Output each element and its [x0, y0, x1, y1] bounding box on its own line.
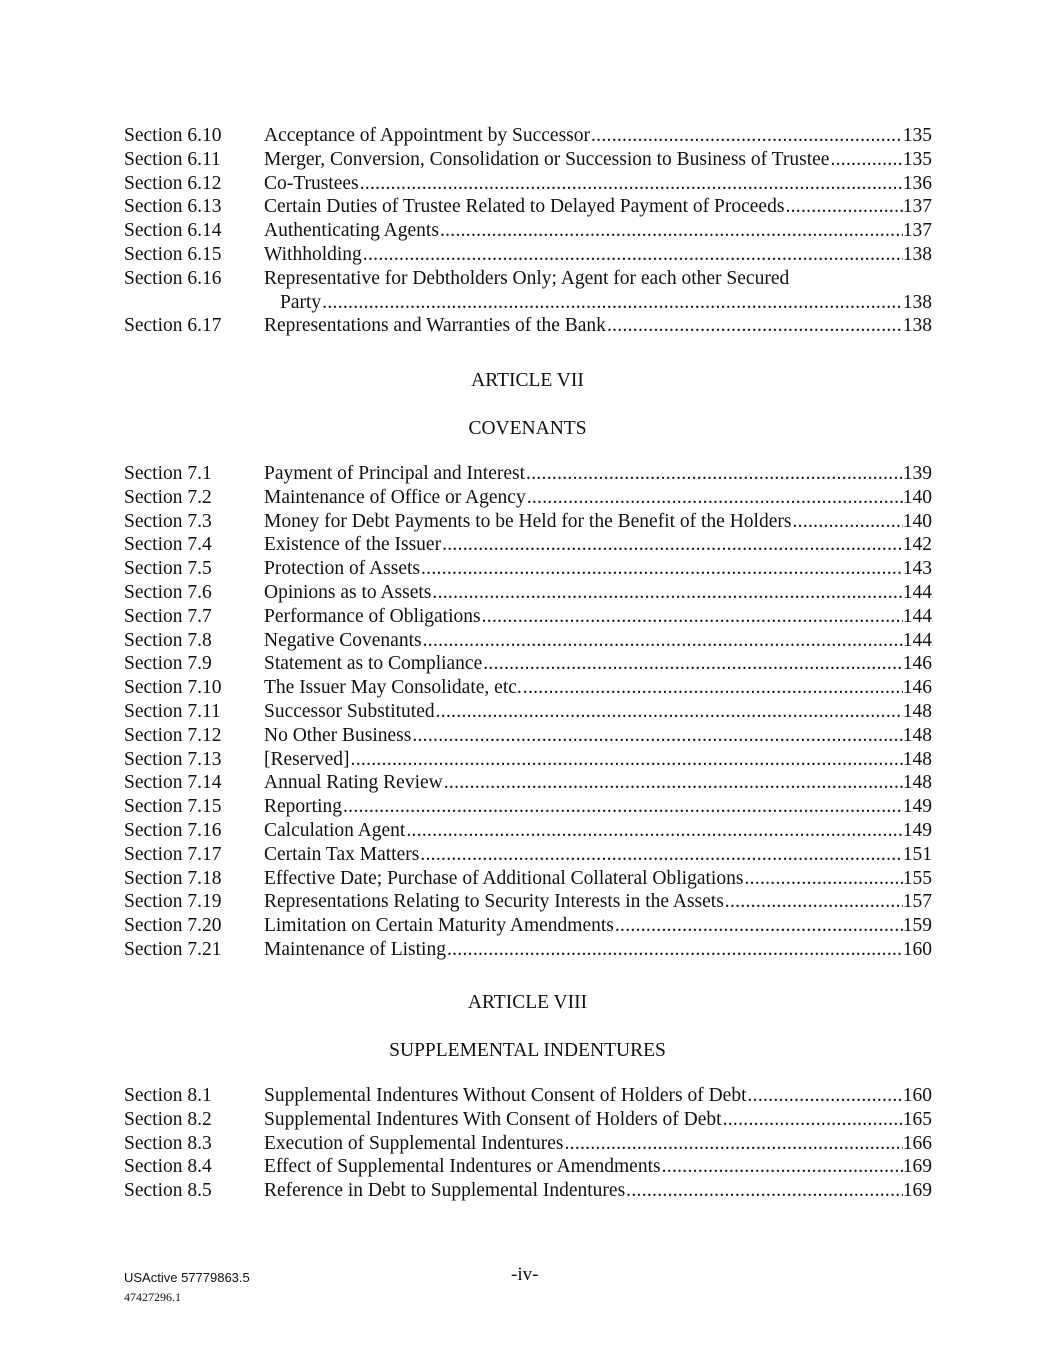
section-number: Section 7.20	[124, 915, 222, 937]
dot-leader	[412, 724, 902, 748]
section-number: Section 6.17	[124, 315, 222, 337]
article-7-title: COVENANTS	[468, 418, 587, 439]
dot-leader	[447, 938, 903, 962]
page-number: 140	[902, 486, 932, 508]
section-title: Supplemental Indentures Without Consent of Holders of Debt	[264, 1085, 747, 1106]
section-title: Withholding	[264, 243, 362, 265]
section-number: Section 7.6	[124, 581, 212, 603]
toc-row[interactable]	[124, 1155, 932, 1179]
section-number: Section 7.3	[124, 510, 212, 532]
toc-row[interactable]	[124, 1132, 932, 1156]
page-number: 165	[902, 1108, 932, 1130]
page-number: 135	[902, 125, 932, 146]
page-number: 138	[902, 243, 932, 265]
toc-row[interactable]	[124, 195, 932, 219]
page-number: 157	[902, 891, 932, 913]
dot-leader	[527, 486, 903, 510]
section-title: Representations Relating to Security Interests in the Assets	[264, 891, 724, 913]
toc-row[interactable]	[124, 462, 932, 486]
toc-row[interactable]	[124, 938, 932, 962]
toc-row[interactable]	[124, 676, 932, 700]
section-title: Successor Substituted	[264, 700, 435, 722]
section-title: Statement as to Compliance	[264, 653, 483, 675]
footer-page-number: -iv-	[511, 1264, 539, 1285]
dot-leader	[725, 890, 903, 914]
page-number: 144	[902, 581, 932, 603]
section-title: [Reserved]	[264, 748, 350, 770]
toc-row[interactable]	[124, 243, 932, 267]
dot-leader	[564, 1132, 902, 1156]
section-number: Section 6.12	[124, 172, 222, 194]
section-number: Section 8.5	[124, 1180, 212, 1202]
page-number: 149	[902, 819, 932, 841]
section-title: Supplemental Indentures With Consent of Holders of Debt	[264, 1108, 722, 1130]
dot-leader	[792, 510, 902, 534]
dot-leader	[343, 795, 903, 819]
toc-row[interactable]	[124, 724, 932, 748]
toc-row[interactable]	[124, 267, 932, 291]
section-title: No Other Business	[264, 724, 412, 746]
section-title: Execution of Supplemental Indentures	[264, 1132, 564, 1154]
section-title: Reference in Debt to Supplemental Indentures	[264, 1180, 626, 1202]
toc-row[interactable]	[124, 605, 932, 629]
dot-leader	[444, 771, 903, 795]
section-number: Section 7.9	[124, 653, 212, 675]
section-title: Acceptance of Appointment by Successor	[264, 125, 590, 146]
section-number: Section 8.2	[124, 1108, 212, 1130]
section-number: Section 7.7	[124, 605, 212, 627]
toc-row[interactable]	[124, 1084, 932, 1108]
page-number: 148	[902, 700, 932, 722]
dot-leader	[360, 172, 903, 196]
dot-leader	[423, 629, 903, 653]
section-number: Section 8.1	[124, 1085, 212, 1106]
toc-row[interactable]	[124, 172, 932, 196]
toc-row[interactable]	[124, 581, 932, 605]
section-title: Limitation on Certain Maturity Amendments	[264, 915, 614, 937]
page-number: 138	[902, 291, 932, 313]
section-number: Section 8.4	[124, 1156, 212, 1178]
toc-row[interactable]	[124, 914, 932, 938]
section-number: Section 6.16	[124, 267, 222, 289]
section-number: Section 7.12	[124, 724, 222, 746]
toc-article-8-list	[124, 1084, 932, 1203]
page-number: 169	[902, 1180, 932, 1202]
section-number: Section 6.10	[124, 125, 222, 146]
dot-leader	[421, 557, 903, 581]
section-number: Section 7.13	[124, 748, 222, 770]
dot-leader	[363, 243, 903, 267]
page-number: 144	[902, 629, 932, 651]
toc-row[interactable]	[124, 510, 932, 534]
dot-leader	[615, 914, 903, 938]
toc-row[interactable]	[124, 148, 932, 172]
toc-article-7-list	[124, 462, 932, 962]
page-number: 143	[902, 558, 932, 580]
toc-row[interactable]	[124, 486, 932, 510]
section-title-continued: Party	[280, 291, 322, 313]
footer-doc-id-secondary: 47427296.1	[124, 1290, 181, 1304]
page-number: 160	[902, 938, 932, 960]
section-title: Annual Rating Review	[264, 772, 443, 794]
section-title: The Issuer May Consolidate, etc.	[264, 677, 522, 699]
page-number: 148	[902, 748, 932, 770]
section-number: Section 7.15	[124, 796, 222, 818]
section-title: Reporting	[264, 796, 342, 818]
section-number: Section 6.13	[124, 196, 222, 218]
section-number: Section 7.17	[124, 843, 222, 865]
page-number: 148	[902, 724, 932, 746]
toc-row-continuation[interactable]	[124, 291, 932, 315]
page-number: 146	[902, 653, 932, 675]
dot-leader	[482, 605, 903, 629]
dot-leader	[785, 195, 902, 219]
section-number: Section 7.10	[124, 677, 222, 699]
toc-row[interactable]	[124, 124, 932, 148]
section-title: Merger, Conversion, Consolidation or Succession to Business of Trustee	[264, 148, 830, 170]
toc-row[interactable]	[124, 557, 932, 581]
dot-leader	[747, 1084, 902, 1108]
section-title: Negative Covenants	[264, 629, 422, 651]
page-number: 138	[902, 315, 932, 337]
section-title: Representations and Warranties of the Bank	[264, 315, 606, 337]
section-title: Opinions as to Assets	[264, 581, 432, 603]
section-number: Section 7.18	[124, 867, 222, 889]
section-number: Section 7.16	[124, 819, 222, 841]
section-number: Section 7.4	[124, 534, 212, 556]
page-number: 135	[902, 148, 932, 170]
article-7-label: ARTICLE VII	[471, 370, 584, 391]
page-number: 140	[902, 510, 932, 532]
page-number: 144	[902, 605, 932, 627]
toc-row[interactable]	[124, 795, 932, 819]
section-number: Section 7.19	[124, 891, 222, 913]
dot-leader	[744, 867, 902, 891]
article-8-title: SUPPLEMENTAL INDENTURES	[389, 1040, 666, 1061]
section-number: Section 7.5	[124, 558, 212, 580]
dot-leader	[523, 676, 903, 700]
footer-doc-id: USActive 57779863.5	[124, 1270, 250, 1285]
page-number: 169	[902, 1156, 932, 1178]
page-number: 136	[902, 172, 932, 194]
section-number: Section 6.14	[124, 220, 222, 242]
dot-leader	[432, 581, 902, 605]
section-title: Calculation Agent	[264, 819, 406, 841]
page-number: 155	[902, 867, 932, 889]
dot-leader	[442, 533, 903, 557]
dot-leader	[607, 314, 903, 338]
toc-row[interactable]	[124, 629, 932, 653]
section-title: Certain Duties of Trustee Related to Delayed Payment of Proceeds	[264, 196, 785, 218]
toc-row[interactable]	[124, 1179, 932, 1203]
section-number: Section 7.21	[124, 938, 222, 960]
section-number: Section 7.2	[124, 486, 212, 508]
dot-leader	[830, 148, 902, 172]
page-number: 142	[902, 534, 932, 556]
toc-row[interactable]	[124, 748, 932, 772]
section-title: Money for Debt Payments to be Held for the Benefit of the Holders	[264, 510, 792, 532]
dot-leader	[420, 843, 902, 867]
section-title: Maintenance of Office or Agency	[264, 486, 526, 508]
toc-row[interactable]	[124, 771, 932, 795]
page-number: 137	[902, 220, 932, 242]
toc-row[interactable]	[124, 700, 932, 724]
section-title: Performance of Obligations	[264, 605, 481, 627]
page-number: 166	[902, 1132, 932, 1154]
section-title: Protection of Assets	[264, 558, 420, 580]
toc-row[interactable]	[124, 219, 932, 243]
page-number: 137	[902, 196, 932, 218]
section-number: Section 7.1	[124, 463, 212, 484]
dot-leader	[351, 748, 903, 772]
section-number: Section 7.14	[124, 772, 222, 794]
dot-leader	[591, 124, 903, 148]
page-number: 149	[902, 796, 932, 818]
toc-article-6-list	[124, 124, 932, 338]
section-title: Maintenance of Listing	[264, 938, 446, 960]
dot-leader	[322, 291, 903, 315]
page-number: 159	[902, 915, 932, 937]
dot-leader	[436, 700, 903, 724]
toc-row[interactable]	[124, 533, 932, 557]
dot-leader	[526, 462, 903, 486]
section-title: Certain Tax Matters	[264, 843, 420, 865]
section-number: Section 6.15	[124, 243, 222, 265]
dot-leader	[406, 819, 902, 843]
section-title: Existence of the Issuer	[264, 534, 442, 556]
article-8-label: ARTICLE VIII	[467, 992, 588, 1013]
section-title: Authenticating Agents	[264, 220, 439, 242]
toc-row[interactable]	[124, 890, 932, 914]
dot-leader	[626, 1179, 903, 1203]
section-number: Section 7.11	[124, 700, 221, 722]
page-number: 139	[902, 463, 932, 484]
toc-row[interactable]	[124, 652, 932, 676]
toc-row[interactable]	[124, 819, 932, 843]
dot-leader	[723, 1108, 903, 1132]
toc-row[interactable]	[124, 314, 932, 338]
page-number: 148	[902, 772, 932, 794]
section-number: Section 8.3	[124, 1132, 212, 1154]
section-number: Section 7.8	[124, 629, 212, 651]
toc-row[interactable]	[124, 867, 932, 891]
section-title: Representative for Debtholders Only; Agent for each other Secured	[264, 267, 790, 289]
page-number: 160	[902, 1085, 932, 1106]
page-number: 146	[902, 677, 932, 699]
section-title: Effect of Supplemental Indentures or Amendments	[264, 1156, 661, 1178]
page-number: 151	[902, 843, 932, 865]
section-title: Effective Date; Purchase of Additional Collateral Obligations	[264, 867, 744, 889]
section-number: Section 6.11	[124, 148, 221, 170]
dot-leader	[662, 1155, 903, 1179]
section-title: Payment of Principal and Interest	[264, 463, 526, 484]
dot-leader	[483, 652, 903, 676]
toc-row[interactable]	[124, 843, 932, 867]
toc-row[interactable]	[124, 1108, 932, 1132]
section-title: Co-Trustees	[264, 172, 359, 194]
dot-leader	[440, 219, 903, 243]
